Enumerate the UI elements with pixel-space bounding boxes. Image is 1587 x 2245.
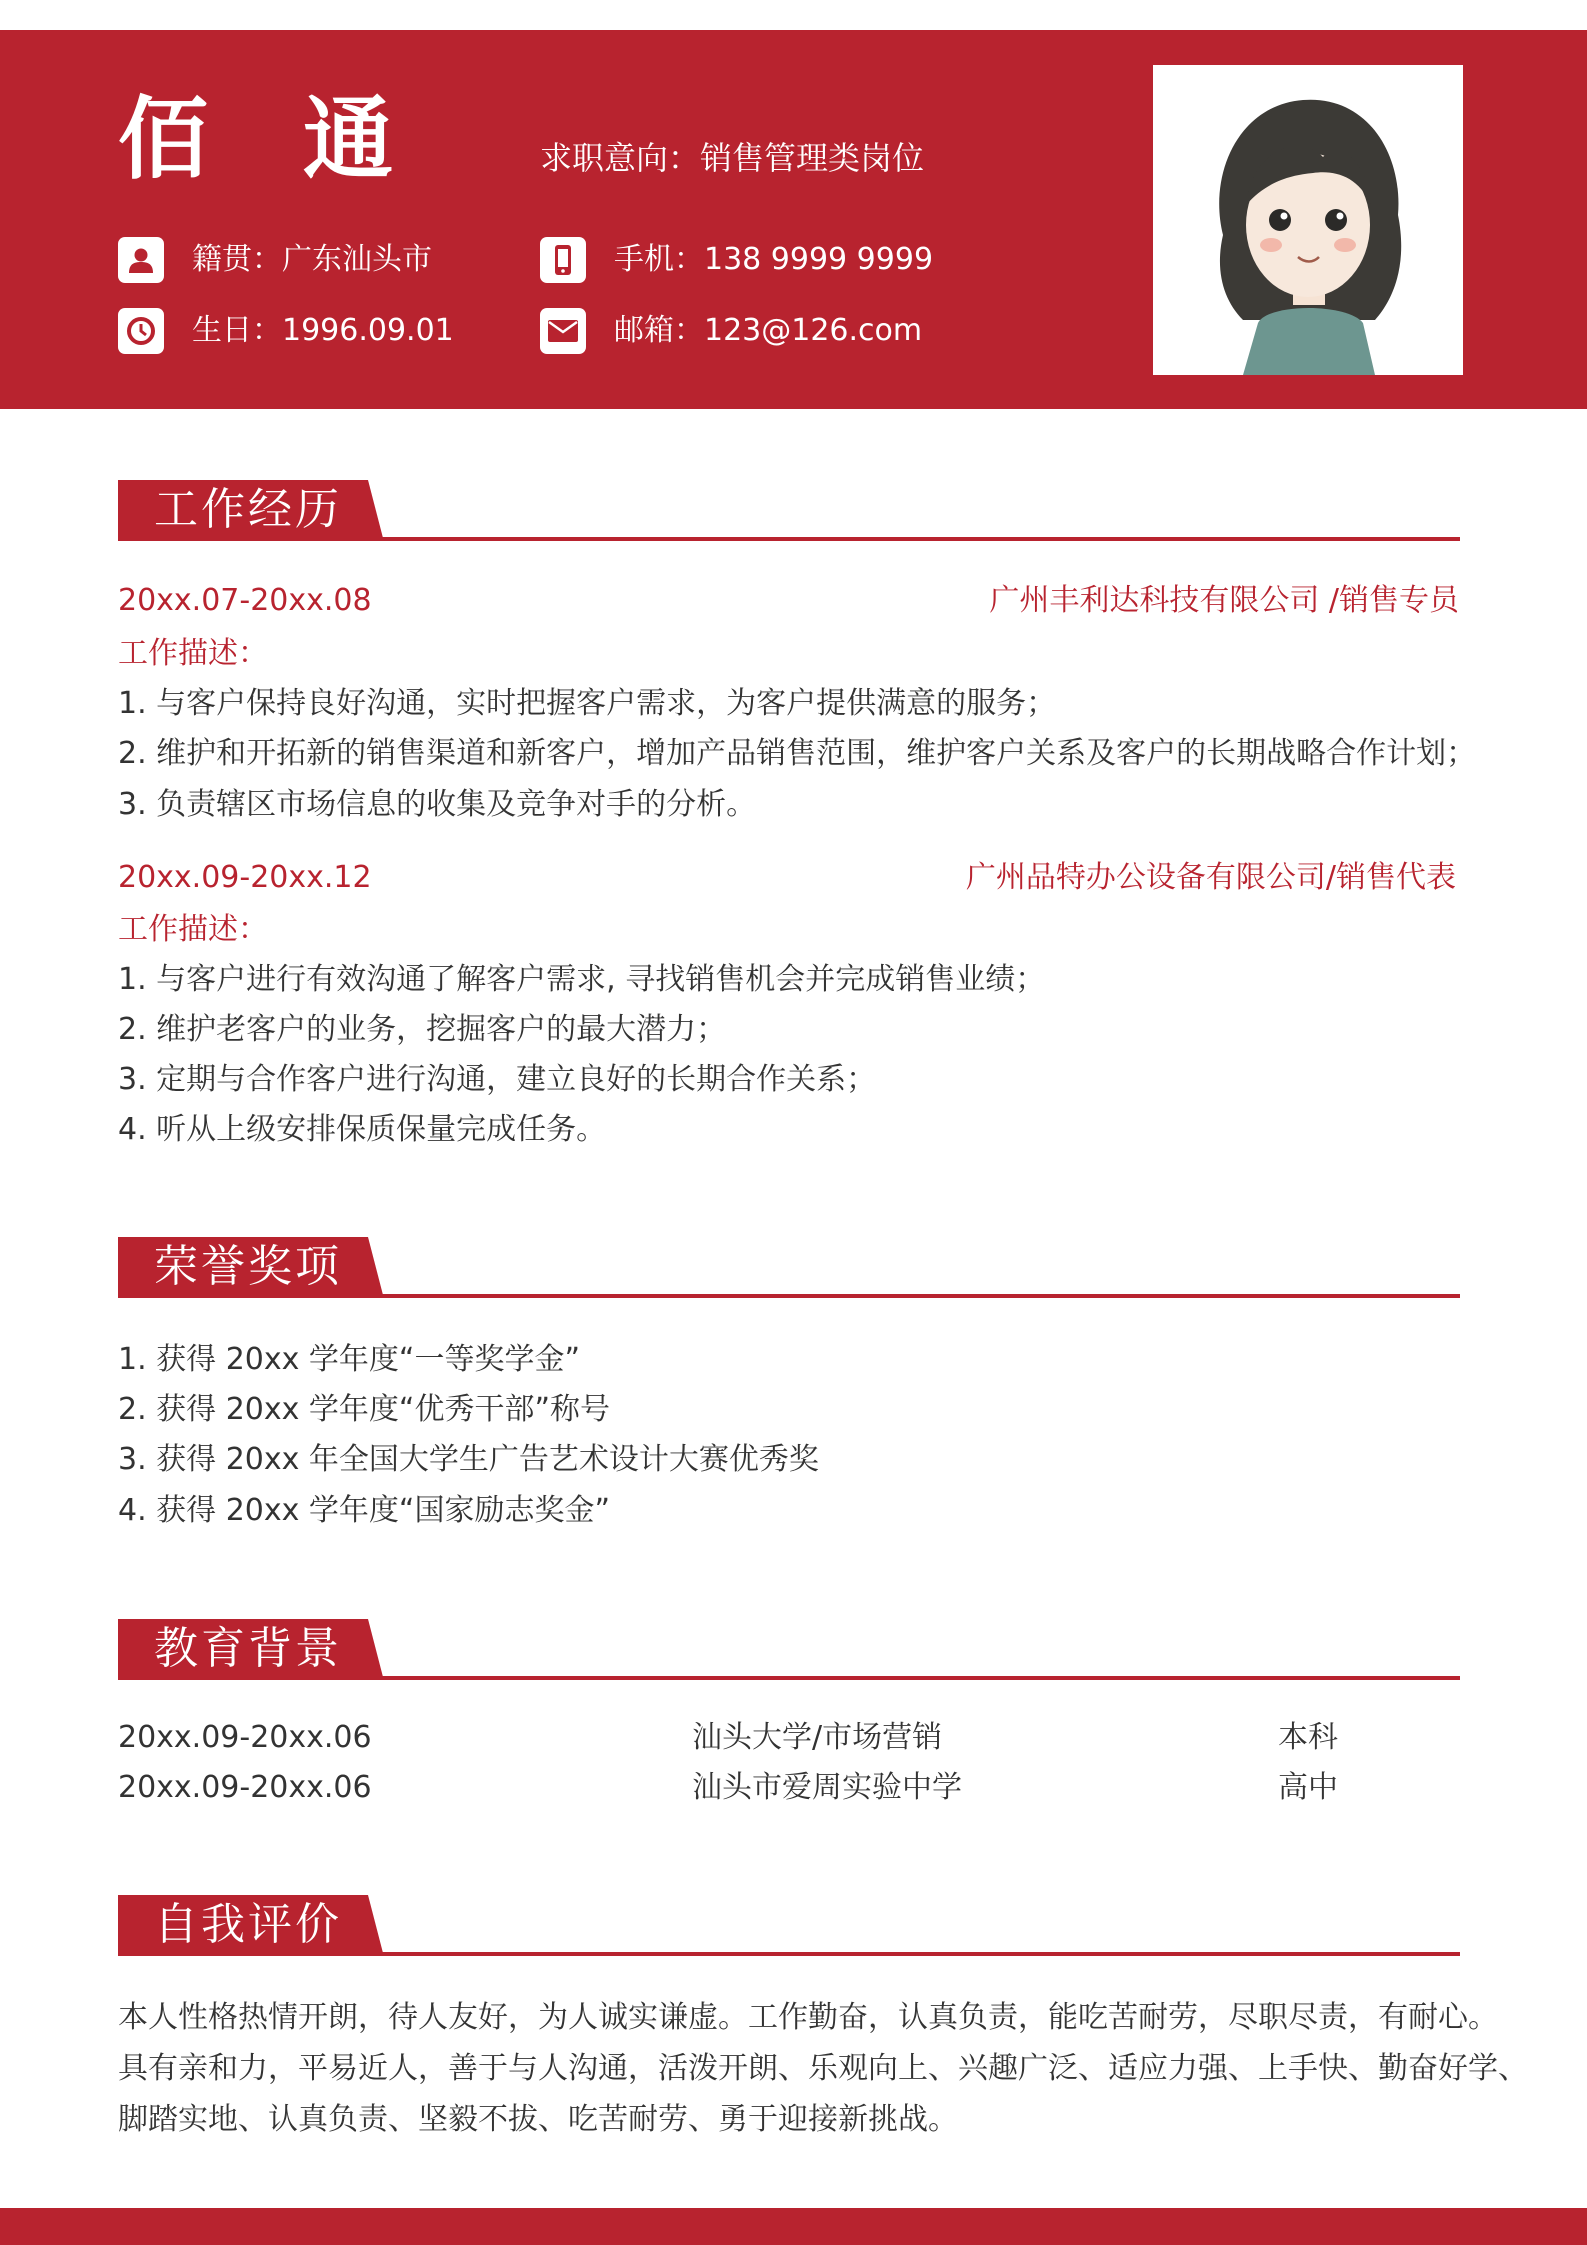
self-evaluation-line: 脚踏实地、认真负责、坚毅不拔、吃苦耐劳、勇于迎接新挑战。	[118, 2102, 958, 2137]
candidate-name: 佰通	[118, 87, 488, 192]
honor-item: 1. 获得 20xx 学年度“一等奖学金”	[118, 1342, 580, 1377]
phone-icon	[540, 237, 586, 283]
info-hometown	[118, 236, 432, 284]
education-section-header	[118, 1619, 1460, 1681]
job-intent: 求职意向：销售管理类岗位	[540, 139, 925, 177]
section-divider	[118, 1676, 1460, 1680]
info-email	[540, 307, 922, 355]
section-divider	[118, 537, 1460, 541]
section-divider	[118, 1294, 1460, 1298]
honor-item: 2. 获得 20xx 学年度“优秀干部”称号	[118, 1392, 610, 1427]
honor-item: 4. 获得 20xx 学年度“国家励志奖金”	[118, 1493, 610, 1528]
job-1-item: 3. 负责辖区市场信息的收集及竞争对手的分析。	[118, 787, 757, 822]
edu-school: 汕头大学/市场营销	[692, 1720, 943, 1755]
honors-section-header	[118, 1237, 1460, 1299]
user-icon	[118, 237, 164, 283]
work-section-header	[118, 480, 1460, 542]
email-text: 邮箱：123@126.com	[614, 313, 923, 348]
job-1-company: 广州丰利达科技有限公司 /销售专员	[989, 583, 1459, 618]
edu-school: 汕头市爱周实验中学	[692, 1770, 962, 1805]
clock-icon	[118, 308, 164, 354]
honor-item: 3. 获得 20xx 年全国大学生广告艺术设计大赛优秀奖	[118, 1442, 819, 1477]
section-title: 自我评价	[154, 1899, 342, 1950]
job-1-desc-label: 工作描述：	[118, 636, 268, 671]
hometown-text: 籍贯：广东汕头市	[192, 242, 432, 277]
phone-text: 手机：138 9999 9999	[614, 242, 934, 277]
job-1-item: 2. 维护和开拓新的销售渠道和新客户，增加产品销售范围，维护客户关系及客户的长期战略合作计划；	[118, 736, 1477, 771]
edu-period: 20xx.09-20xx.06	[118, 1770, 372, 1805]
footer-band	[0, 2208, 1587, 2245]
edu-degree: 本科	[1278, 1720, 1338, 1755]
section-title: 教育背景	[154, 1623, 342, 1674]
job-1-item: 1. 与客户保持良好沟通，实时把握客户需求，为客户提供满意的服务；	[118, 686, 1057, 721]
job-2-item: 4. 听从上级安排保质保量完成任务。	[118, 1112, 607, 1147]
profile-photo	[1153, 65, 1463, 375]
job-2-period: 20xx.09-20xx.12	[118, 860, 372, 895]
info-phone	[540, 236, 933, 284]
edu-period: 20xx.09-20xx.06	[118, 1720, 372, 1755]
job-2-item: 3. 定期与合作客户进行沟通，建立良好的长期合作关系；	[118, 1062, 877, 1097]
self-evaluation-line: 本人性格热情开朗，待人友好，为人诚实谦虚。工作勤奋，认真负责，能吃苦耐劳，尽职尽责，有耐心。	[118, 2000, 1498, 2035]
birthday-text: 生日：1996.09.01	[192, 313, 454, 348]
job-1-period: 20xx.07-20xx.08	[118, 583, 372, 618]
self-evaluation-line: 具有亲和力，平易近人，善于与人沟通，活泼开朗、乐观向上、兴趣广泛、适应力强、上手快、勤奋好学、	[118, 2051, 1528, 2086]
section-title: 荣誉奖项	[154, 1241, 342, 1292]
info-birthday	[118, 307, 454, 355]
mail-icon	[540, 308, 586, 354]
avatar-illustration	[1153, 65, 1463, 375]
self-section-header	[118, 1895, 1460, 1957]
section-divider	[118, 1952, 1460, 1956]
job-2-company: 广州品特办公设备有限公司/销售代表	[965, 860, 1456, 895]
job-2-item: 2. 维护老客户的业务，挖掘客户的最大潜力；	[118, 1012, 727, 1047]
job-2-desc-label: 工作描述：	[118, 912, 268, 947]
self-evaluation-text	[118, 1992, 1528, 2145]
section-title: 工作经历	[154, 484, 342, 535]
edu-degree: 高中	[1278, 1770, 1338, 1805]
job-2-item: 1. 与客户进行有效沟通了解客户需求, 寻找销售机会并完成销售业绩；	[118, 962, 1046, 997]
